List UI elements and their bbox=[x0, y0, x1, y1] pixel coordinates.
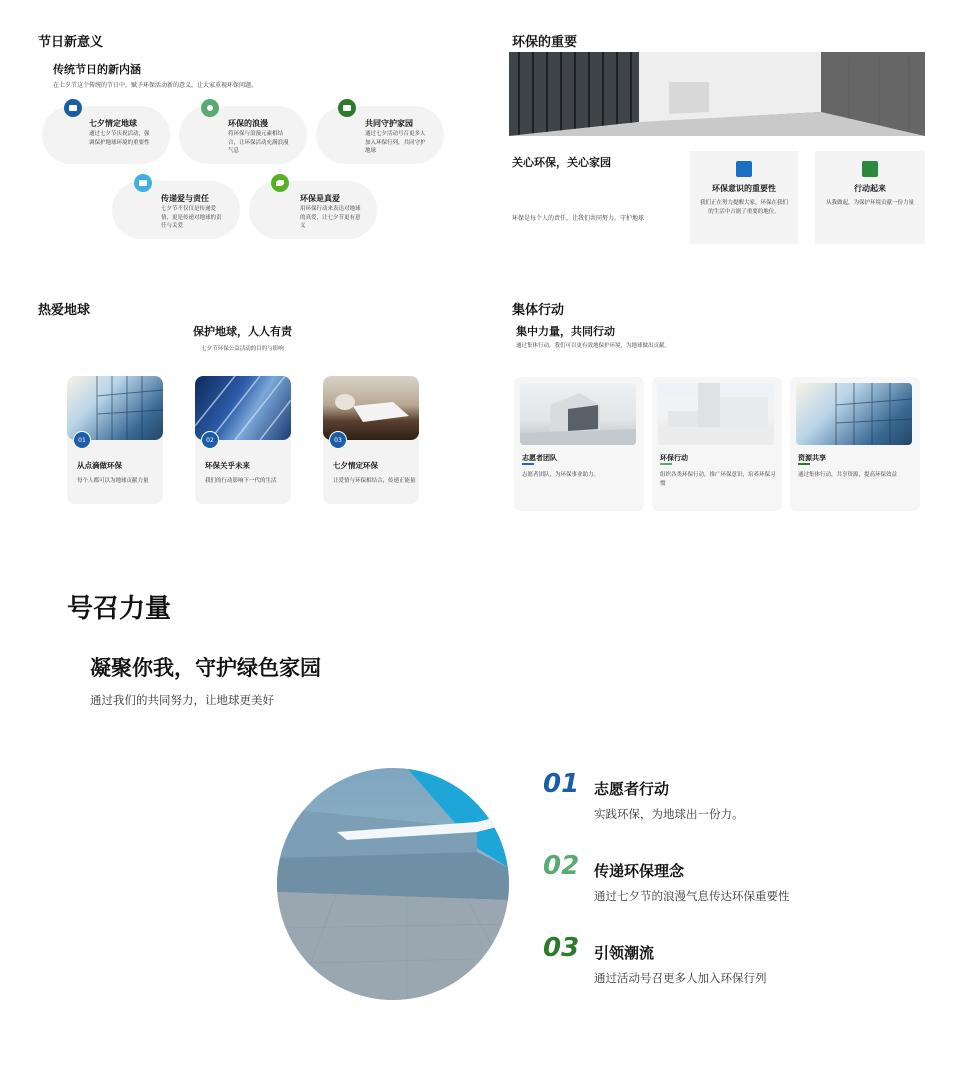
slide-collective-action bbox=[480, 270, 960, 540]
step-desc: 通过活动号召更多人加入环保行列 bbox=[594, 971, 767, 985]
step-number: 01 bbox=[543, 769, 580, 799]
slide-importance bbox=[480, 0, 960, 270]
card-title: 环保行动 bbox=[660, 454, 688, 462]
number-badge: 02 bbox=[201, 431, 219, 449]
home-icon bbox=[338, 99, 356, 117]
step-number: 03 bbox=[543, 933, 580, 963]
accent-bar bbox=[522, 463, 534, 465]
card-desc: 我们正在努力提醒大家，环保在我们的生活中占据了重要的地位。 bbox=[700, 200, 789, 215]
topic-desc: 用环保行动来表达对地球的真爱，让七夕节更有意义 bbox=[300, 206, 361, 229]
step-number: 02 bbox=[543, 851, 580, 881]
action-card bbox=[514, 377, 644, 511]
card-title: 环保意识的重要性 bbox=[712, 184, 776, 193]
slide-intro: 在七夕节这个传统的节日中，赋予环保活动新的意义，让大家重视环保问题。 bbox=[53, 82, 258, 89]
topic-desc: 七夕节不仅仅是传递爱情，更是传递对地球的责任与关爱 bbox=[161, 206, 222, 229]
topic-title: 七夕情定地球 bbox=[89, 119, 137, 128]
flower-icon bbox=[201, 99, 219, 117]
topic-desc: 将环保与浪漫元素相结合，让环保活动充满浪漫气息 bbox=[228, 131, 289, 154]
slide-title: 集体行动 bbox=[512, 303, 565, 318]
step-desc: 实践环保，为地球出一份力。 bbox=[594, 807, 744, 821]
slide-desc: 七夕节环保公益活动的目的与影响 bbox=[201, 346, 284, 352]
step-title: 传递环保理念 bbox=[594, 862, 685, 880]
number-badge: 01 bbox=[73, 431, 91, 449]
slide-title: 节日新意义 bbox=[38, 35, 104, 50]
slide-title: 号召力量 bbox=[67, 594, 172, 624]
card-desc: 让爱情与环保相结合，传递正能量 bbox=[333, 478, 416, 484]
card-title: 七夕情定环保 bbox=[333, 461, 378, 470]
card-title: 志愿者团队 bbox=[522, 454, 557, 462]
topic-title: 传递爱与责任 bbox=[161, 194, 209, 203]
topic-title: 共同守护家园 bbox=[365, 119, 413, 128]
slide-desc: 通过集体行动，我们可以更有效地保护环境，为地球做出贡献。 bbox=[516, 343, 671, 349]
slide-title: 热爱地球 bbox=[38, 303, 91, 318]
card-title: 资源共享 bbox=[798, 454, 826, 462]
card-desc: 组织各类环保行动，推广环保意识，培养环保习惯 bbox=[660, 472, 776, 487]
chart-icon bbox=[862, 161, 878, 177]
chart-icon bbox=[736, 161, 752, 177]
slide-subtitle: 凝聚你我，守护绿色家园 bbox=[90, 656, 321, 680]
slide-desc: 通过我们的共同努力，让地球更美好 bbox=[90, 693, 274, 707]
card-title: 行动起来 bbox=[854, 184, 886, 193]
card-desc: 从我做起，为保护环境贡献一份力量 bbox=[825, 200, 914, 206]
card-desc: 通过集体行动，共享资源，提高环保效益 bbox=[798, 472, 898, 478]
slide-title: 环保的重要 bbox=[512, 35, 578, 50]
architecture-photo bbox=[277, 768, 509, 1000]
action-card bbox=[790, 377, 920, 511]
building-photo bbox=[796, 383, 912, 445]
topic-title: 环保是真爱 bbox=[300, 194, 340, 203]
step-title: 引领潮流 bbox=[594, 944, 655, 962]
section-subtitle: 关心环保，关心家园 bbox=[512, 156, 611, 169]
card-desc: 志愿者团队，为环保事业助力。 bbox=[522, 472, 600, 478]
building-photo bbox=[520, 383, 636, 445]
slide-subtitle: 保护地球，人人有责 bbox=[193, 325, 292, 338]
topic-card bbox=[67, 376, 163, 504]
number-badge: 03 bbox=[329, 431, 347, 449]
card-desc: 我们的行动影响下一代的生活 bbox=[205, 478, 277, 484]
slide-festival-meaning bbox=[0, 0, 480, 270]
section-desc: 环保是每个人的责任，让我们共同努力，守护地球 bbox=[512, 215, 645, 222]
card-desc: 每个人都可以为地球贡献力量 bbox=[77, 478, 149, 484]
card-title: 环保关乎未来 bbox=[205, 461, 250, 470]
building-photo bbox=[658, 383, 774, 445]
card-title: 从点滴做环保 bbox=[77, 461, 122, 470]
building-photo bbox=[509, 52, 925, 136]
topic-title: 环保的浪漫 bbox=[228, 119, 268, 128]
info-card bbox=[690, 151, 798, 244]
info-card bbox=[815, 151, 925, 244]
topic-desc: 通过七夕节庆祝活动，强调保护地球环境的重要性 bbox=[89, 131, 150, 146]
topic-desc: 通过七夕活动号召更多人加入环保行列，共同守护地球 bbox=[365, 131, 426, 154]
slide-subtitle: 集中力量，共同行动 bbox=[516, 325, 615, 338]
accent-bar bbox=[660, 463, 672, 465]
leaf-icon bbox=[271, 174, 289, 192]
slide-love-earth bbox=[0, 270, 480, 540]
slide-subtitle: 传统节日的新内涵 bbox=[53, 63, 141, 76]
step-desc: 通过七夕节的浪漫气息传达环保重要性 bbox=[594, 889, 790, 903]
accent-bar bbox=[798, 463, 810, 465]
step-title: 志愿者行动 bbox=[594, 780, 670, 798]
topic-card bbox=[323, 376, 419, 504]
message-icon bbox=[134, 174, 152, 192]
slide-call-to-action bbox=[0, 540, 960, 1084]
image-icon bbox=[64, 99, 82, 117]
action-card bbox=[652, 377, 782, 511]
topic-card bbox=[195, 376, 291, 504]
